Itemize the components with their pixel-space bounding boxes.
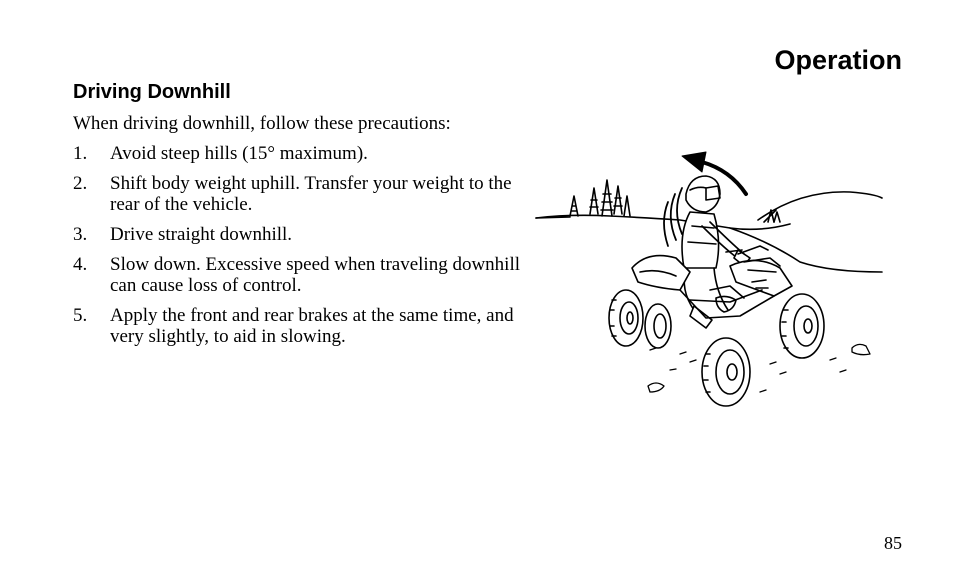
precautions-list bbox=[73, 143, 533, 356]
rear-left-wheel bbox=[609, 290, 643, 346]
list-item bbox=[73, 305, 533, 347]
list-item-text: Apply the front and rear brakes at the same time, and very slightly, to aid in slowing. bbox=[110, 305, 514, 347]
section-title: Operation bbox=[774, 45, 902, 75]
atv-downhill-illustration bbox=[530, 150, 890, 412]
list-item-text: Avoid steep hills (15° maximum). bbox=[110, 143, 368, 164]
page-number: 85 bbox=[884, 533, 902, 553]
intro-text: When driving downhill, follow these precautions: bbox=[73, 113, 451, 134]
list-number: 5. bbox=[73, 305, 88, 326]
motion-lines bbox=[664, 188, 682, 246]
list-item bbox=[73, 224, 533, 245]
pine-trees bbox=[570, 180, 630, 216]
list-number: 2. bbox=[73, 173, 88, 194]
list-item bbox=[73, 254, 533, 296]
front-left-wheel bbox=[702, 338, 750, 406]
list-item-text: Slow down. Excessive speed when traveling downhill can cause loss of control. bbox=[110, 254, 521, 296]
list-number: 3. bbox=[73, 224, 88, 245]
list-number: 1. bbox=[73, 143, 88, 164]
list-item bbox=[73, 173, 533, 215]
list-item bbox=[73, 143, 533, 164]
ground-rocks bbox=[648, 344, 870, 392]
list-number: 4. bbox=[73, 254, 88, 275]
rider-figure bbox=[682, 176, 750, 328]
page-heading: Driving Downhill bbox=[73, 81, 231, 103]
rear-right-wheel bbox=[645, 304, 671, 348]
front-right-wheel bbox=[780, 294, 824, 358]
list-item-text: Drive straight downhill. bbox=[110, 224, 293, 245]
horizon-line bbox=[536, 215, 790, 229]
list-item-text: Shift body weight uphill. Transfer your weight to the rear of the vehicle. bbox=[110, 173, 512, 215]
